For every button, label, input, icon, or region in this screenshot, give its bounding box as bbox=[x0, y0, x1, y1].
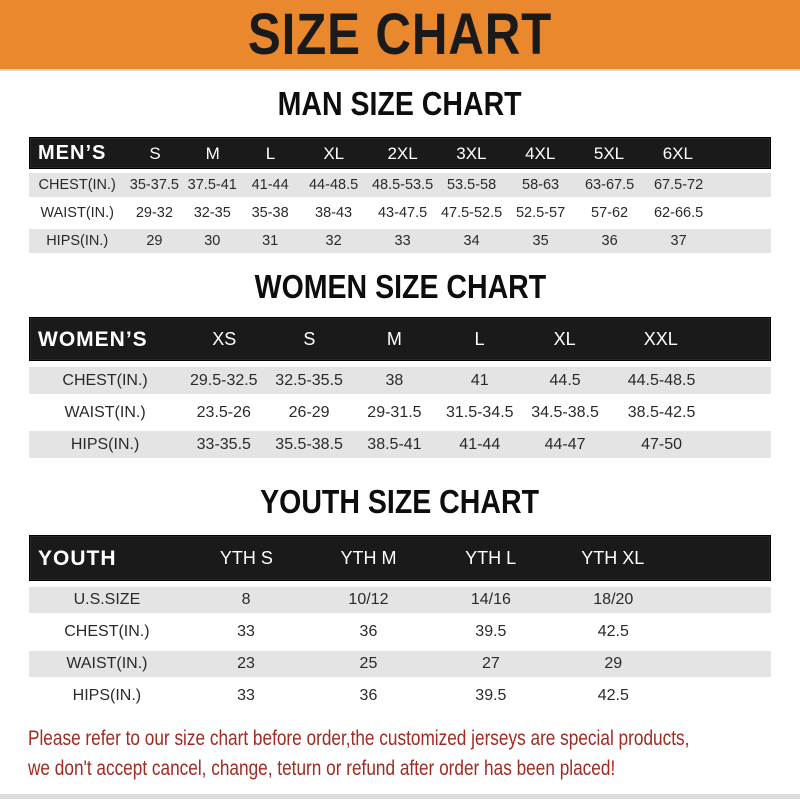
value-cell: 42.5 bbox=[597, 623, 629, 640]
bottom-strip bbox=[0, 794, 800, 799]
man-size-chart-heading bbox=[0, 84, 800, 123]
value-cell: 38 bbox=[385, 371, 404, 389]
value-cell: 47.5-52.5 bbox=[440, 204, 503, 221]
table-header-row bbox=[29, 137, 771, 169]
value-cell: 6XL bbox=[662, 143, 693, 163]
value-cell: 35-37.5 bbox=[129, 176, 179, 193]
value-cell: 53.5-58 bbox=[446, 176, 497, 193]
youth-size-chart-heading bbox=[0, 482, 800, 521]
value-cell: 41-44 bbox=[251, 176, 289, 193]
row-label-cell: HIPS(IN.) bbox=[46, 232, 109, 249]
table-row bbox=[29, 229, 771, 253]
disclaimer-line-2: we don't accept cancel, change, teturn or refund after order has been placed! bbox=[28, 757, 616, 780]
value-cell: 67.5-72 bbox=[653, 176, 704, 193]
value-cell: 48.5-53.5 bbox=[371, 176, 434, 193]
value-cell: 33-35.5 bbox=[196, 435, 251, 453]
table-header-row bbox=[29, 317, 771, 361]
value-cell: 29-32 bbox=[135, 204, 173, 221]
value-cell: 34 bbox=[463, 232, 480, 249]
value-cell: 26-29 bbox=[288, 403, 330, 421]
value-cell: L bbox=[265, 143, 276, 163]
value-cell: 44-48.5 bbox=[308, 176, 359, 193]
value-cell: 3XL bbox=[456, 143, 487, 163]
value-cell: 8 bbox=[241, 591, 251, 608]
value-cell: 44.5 bbox=[549, 371, 581, 389]
row-label-cell: CHEST(IN.) bbox=[38, 176, 116, 193]
value-cell: 32 bbox=[325, 232, 342, 249]
banner-title: SIZE CHART bbox=[247, 1, 553, 67]
row-label-cell: YOUTH bbox=[38, 546, 117, 570]
heading-text-youth: YOUTH SIZE CHART bbox=[260, 482, 540, 521]
value-cell: 42.5 bbox=[597, 687, 629, 704]
value-cell: 47-50 bbox=[641, 435, 682, 453]
value-cell: 31.5-34.5 bbox=[445, 403, 514, 421]
women-size-table bbox=[29, 317, 771, 458]
table-row bbox=[29, 651, 771, 677]
value-cell: 38.5-41 bbox=[367, 435, 422, 453]
value-cell: 35 bbox=[532, 232, 549, 249]
table-row bbox=[29, 201, 771, 225]
value-cell: YTH M bbox=[340, 548, 397, 568]
value-cell: 23.5-26 bbox=[196, 403, 251, 421]
value-cell: XXL bbox=[643, 329, 678, 349]
value-cell: 33 bbox=[394, 232, 411, 249]
value-cell: 32-35 bbox=[193, 204, 231, 221]
table-row bbox=[29, 587, 771, 613]
table-row bbox=[29, 431, 771, 458]
value-cell: 43-47.5 bbox=[377, 204, 428, 221]
row-label-cell: CHEST(IN.) bbox=[62, 371, 148, 389]
value-cell: 44.5-48.5 bbox=[627, 371, 696, 389]
value-cell: 23 bbox=[237, 655, 255, 672]
value-cell: 33 bbox=[237, 687, 255, 704]
row-label-cell: HIPS(IN.) bbox=[72, 687, 142, 704]
value-cell: S bbox=[149, 143, 161, 163]
value-cell: 30 bbox=[204, 232, 221, 249]
value-cell: 36 bbox=[601, 232, 618, 249]
value-cell: 37.5-41 bbox=[187, 176, 237, 193]
value-cell: 39.5 bbox=[475, 623, 507, 640]
value-cell: YTH XL bbox=[581, 548, 645, 568]
row-label-cell: WAIST(IN.) bbox=[66, 655, 148, 672]
disclaimer-line-1: Please refer to our size chart before order,the customized jerseys are special products, bbox=[28, 727, 690, 750]
value-cell: 14/16 bbox=[470, 591, 511, 608]
table-row bbox=[29, 173, 771, 197]
row-label-cell: WAIST(IN.) bbox=[40, 204, 114, 221]
table-header-row bbox=[29, 535, 771, 581]
row-label-cell: HIPS(IN.) bbox=[70, 435, 140, 453]
value-cell: 39.5 bbox=[475, 687, 507, 704]
value-cell: YTH L bbox=[465, 548, 517, 568]
value-cell: 44-47 bbox=[544, 435, 586, 453]
value-cell: 57-62 bbox=[591, 204, 629, 221]
value-cell: XS bbox=[212, 329, 237, 349]
row-label-cell: U.S.SIZE bbox=[73, 591, 141, 608]
value-cell: 33 bbox=[237, 623, 255, 640]
value-cell: 63-67.5 bbox=[584, 176, 635, 193]
value-cell: 27 bbox=[481, 655, 500, 672]
value-cell: 58-63 bbox=[522, 176, 560, 193]
value-cell: 32.5-35.5 bbox=[275, 371, 343, 389]
value-cell: 31 bbox=[262, 232, 279, 249]
row-label-cell: CHEST(IN.) bbox=[64, 623, 150, 640]
value-cell: XL bbox=[553, 329, 576, 349]
value-cell: 37 bbox=[670, 232, 687, 249]
value-cell: 4XL bbox=[525, 143, 556, 163]
row-label-cell: WOMEN’S bbox=[38, 327, 148, 351]
youth-size-table bbox=[29, 535, 771, 709]
value-cell: M bbox=[205, 143, 220, 163]
value-cell: 35.5-38.5 bbox=[275, 435, 343, 453]
value-cell: YTH S bbox=[219, 548, 273, 568]
row-label-cell: MEN’S bbox=[38, 142, 107, 164]
value-cell: 38.5-42.5 bbox=[627, 403, 696, 421]
value-cell: 10/12 bbox=[348, 591, 389, 608]
size-chart-banner bbox=[0, 0, 800, 71]
value-cell: 18/20 bbox=[593, 591, 634, 608]
value-cell: 36 bbox=[359, 687, 378, 704]
women-size-chart-heading bbox=[0, 267, 800, 306]
table-row bbox=[29, 399, 771, 426]
disclaimer bbox=[28, 724, 772, 784]
value-cell: 2XL bbox=[387, 143, 418, 163]
value-cell: S bbox=[303, 329, 316, 349]
value-cell: 62-66.5 bbox=[653, 204, 704, 221]
value-cell: M bbox=[386, 329, 402, 349]
men-size-table bbox=[29, 137, 771, 253]
value-cell: 34.5-38.5 bbox=[531, 403, 599, 421]
value-cell: 41-44 bbox=[459, 435, 501, 453]
value-cell: 29 bbox=[146, 232, 163, 249]
value-cell: 35-38 bbox=[251, 204, 289, 221]
value-cell: 25 bbox=[359, 655, 378, 672]
row-label-cell: WAIST(IN.) bbox=[64, 403, 146, 421]
heading-text-men: MAN SIZE CHART bbox=[277, 84, 523, 123]
value-cell: 29 bbox=[604, 655, 623, 672]
value-cell: 29.5-32.5 bbox=[189, 371, 258, 389]
table-row bbox=[29, 619, 771, 645]
value-cell: 5XL bbox=[593, 143, 625, 163]
value-cell: 41 bbox=[470, 371, 489, 389]
value-cell: XL bbox=[323, 143, 345, 163]
table-row bbox=[29, 683, 771, 709]
value-cell: L bbox=[474, 329, 485, 349]
value-cell: 36 bbox=[359, 623, 378, 640]
value-cell: 52.5-57 bbox=[515, 204, 566, 221]
value-cell: 38-43 bbox=[315, 204, 353, 221]
heading-text-women: WOMEN SIZE CHART bbox=[254, 267, 546, 306]
value-cell: 29-31.5 bbox=[367, 403, 422, 421]
table-row bbox=[29, 367, 771, 394]
